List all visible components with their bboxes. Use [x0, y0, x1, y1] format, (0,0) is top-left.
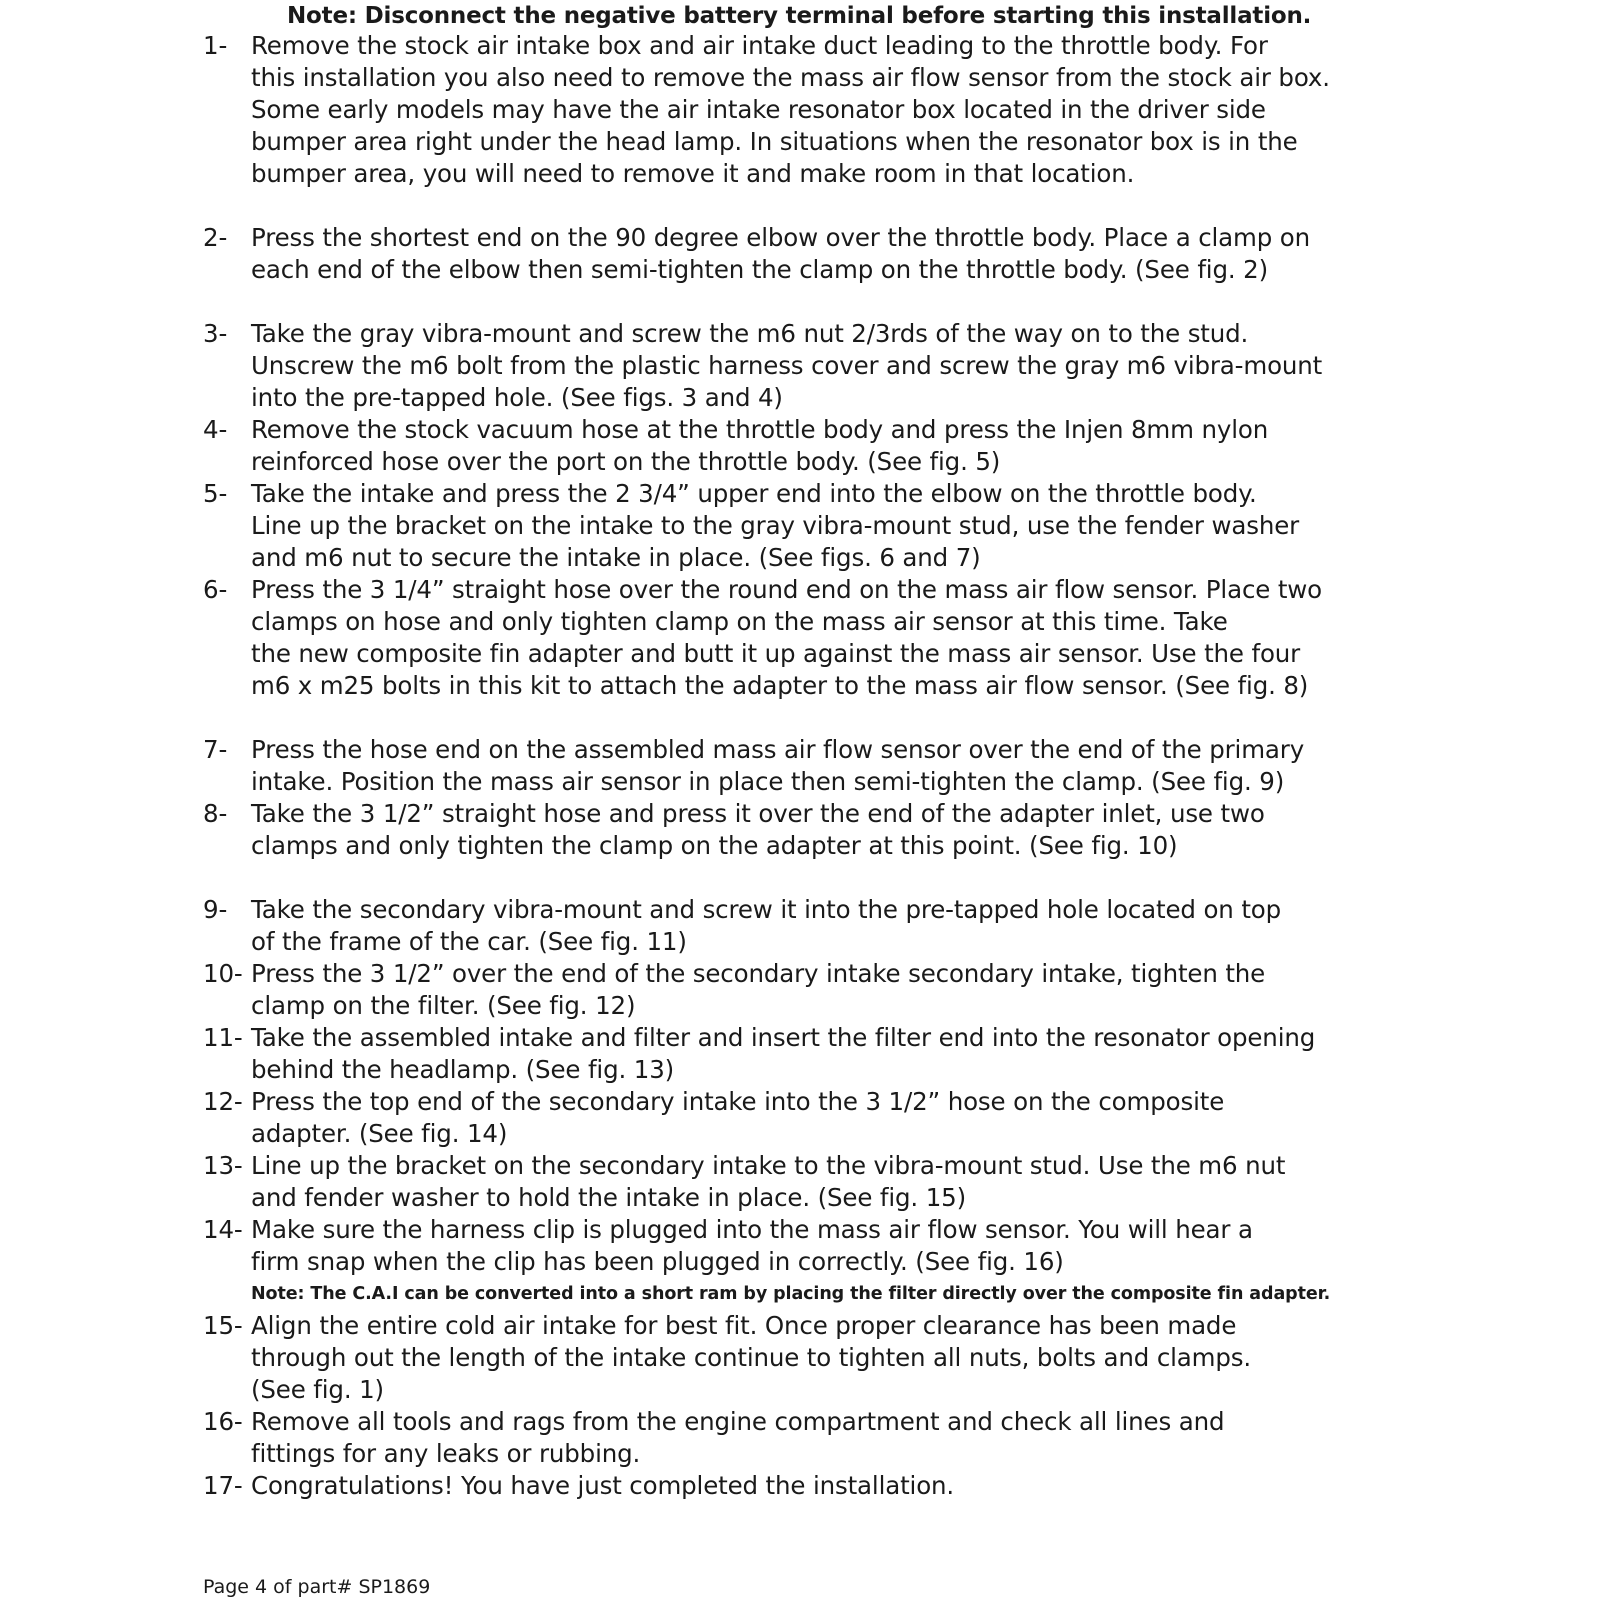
step-line: m6 x m25 bolts in this kit to attach the adapter to the mass air flow sensor. (See fig. 8) [251, 671, 1309, 700]
step-line: Take the intake and press the 2 3/4” upper end into the elbow on the throttle body. [251, 479, 1257, 508]
step-line: firm snap when the clip has been plugged in correctly. (See fig. 16) [251, 1247, 1064, 1276]
step-text [251, 1022, 1423, 1086]
step-number: 4- [203, 415, 228, 444]
step-line: this installation you also need to remove the mass air flow sensor from the stock air box. [251, 63, 1330, 92]
step-2 [203, 222, 1423, 286]
step-line: Make sure the harness clip is plugged into the mass air flow sensor. You will hear a [251, 1215, 1253, 1244]
step-line: Some early models may have the air intake resonator box located in the driver side [251, 95, 1266, 124]
step-line: Remove all tools and rags from the engine compartment and check all lines and [251, 1407, 1225, 1436]
step-number: 17- [203, 1471, 243, 1500]
step-line: Unscrew the m6 bolt from the plastic harness cover and screw the gray m6 vibra-mount [251, 351, 1323, 380]
step-number: 10- [203, 959, 243, 988]
step-line: clamp on the filter. (See fig. 12) [251, 991, 636, 1020]
step-15 [203, 1310, 1423, 1406]
step-line: Press the 3 1/4” straight hose over the round end on the mass air flow sensor. Place two [251, 575, 1323, 604]
installation-steps [203, 30, 1423, 1502]
step-line: clamps on hose and only tighten clamp on the mass air sensor at this time. Take [251, 607, 1228, 636]
step-14 [203, 1214, 1423, 1278]
step-line: Align the entire cold air intake for best fit. Once proper clearance has been made [251, 1311, 1237, 1340]
step-number: 15- [203, 1311, 243, 1340]
step-text [251, 734, 1423, 798]
step-line: behind the headlamp. (See fig. 13) [251, 1055, 675, 1084]
spacer [203, 190, 1423, 222]
step-12 [203, 1086, 1423, 1150]
step-line: Line up the bracket on the secondary intake to the vibra-mount stud. Use the m6 nut [251, 1151, 1286, 1180]
step-line: clamps and only tighten the clamp on the adapter at this point. (See fig. 10) [251, 831, 1178, 860]
step-text [251, 574, 1423, 702]
step-3 [203, 318, 1423, 414]
step-line: of the frame of the car. (See fig. 11) [251, 927, 687, 956]
step-line: intake. Position the mass air sensor in place then semi-tighten the clamp. (See fig. 9) [251, 767, 1285, 796]
step-number: 6- [203, 575, 228, 604]
step-text [251, 414, 1423, 478]
step-9 [203, 894, 1423, 958]
step-number: 3- [203, 319, 228, 348]
step-line: Press the hose end on the assembled mass air flow sensor over the end of the primary [251, 735, 1305, 764]
step-text [251, 1406, 1423, 1470]
step-line: through out the length of the intake continue to tighten all nuts, bolts and clamps. [251, 1343, 1252, 1372]
step-line: Press the 3 1/2” over the end of the secondary intake secondary intake, tighten the [251, 959, 1266, 988]
step-text [251, 1470, 1423, 1502]
step-number: 16- [203, 1407, 243, 1436]
step-10 [203, 958, 1423, 1022]
step-1 [203, 30, 1423, 190]
step-6 [203, 574, 1423, 702]
step-line: Take the secondary vibra-mount and screw it into the pre-tapped hole located on top [251, 895, 1282, 924]
step-text [251, 30, 1423, 190]
step-text [251, 1310, 1423, 1406]
step-text [251, 318, 1423, 414]
step-11 [203, 1022, 1423, 1086]
step-number: 2- [203, 223, 228, 252]
step-7 [203, 734, 1423, 798]
step-17 [203, 1470, 1423, 1502]
step-text [251, 958, 1423, 1022]
step-number: 13- [203, 1151, 243, 1180]
step-line: Press the top end of the secondary intake into the 3 1/2” hose on the composite [251, 1087, 1225, 1116]
step-line: bumper area right under the head lamp. In situations when the resonator box is in the [251, 127, 1298, 156]
step-line: Press the shortest end on the 90 degree elbow over the throttle body. Place a clamp on [251, 223, 1311, 252]
step-5 [203, 478, 1423, 574]
step-text [251, 798, 1423, 862]
step-8 [203, 798, 1423, 862]
spacer [203, 702, 1423, 734]
step-line: Remove the stock air intake box and air intake duct leading to the throttle body. For [251, 31, 1268, 60]
battery-warning-note: Note: Disconnect the negative battery terminal before starting this installation. [287, 3, 1312, 29]
step-number: 11- [203, 1023, 243, 1052]
step-line: reinforced hose over the port on the throttle body. (See fig. 5) [251, 447, 1001, 476]
step-13 [203, 1150, 1423, 1214]
step-line: Take the assembled intake and filter and insert the filter end into the resonator opening [251, 1023, 1316, 1052]
step-line: bumper area, you will need to remove it and make room in that location. [251, 159, 1135, 188]
step-line: each end of the elbow then semi-tighten the clamp on the throttle body. (See fig. 2) [251, 255, 1268, 284]
step-text [251, 1214, 1423, 1278]
step-line: fittings for any leaks or rubbing. [251, 1439, 641, 1468]
step-text [251, 1150, 1423, 1214]
step-4 [203, 414, 1423, 478]
step-text [251, 478, 1423, 574]
step-line: the new composite fin adapter and butt it up against the mass air sensor. Use the four [251, 639, 1301, 668]
step-line: Take the gray vibra-mount and screw the m6 nut 2/3rds of the way on to the stud. [251, 319, 1249, 348]
step-line: Line up the bracket on the intake to the gray vibra-mount stud, use the fender washer [251, 511, 1300, 540]
step-line: Remove the stock vacuum hose at the throttle body and press the Injen 8mm nylon [251, 415, 1269, 444]
step-line: (See fig. 1) [251, 1375, 384, 1404]
step-number: 8- [203, 799, 228, 828]
short-ram-note: Note: The C.A.I can be converted into a short ram by placing the filter directly over the composite fin adapter. [251, 1284, 1331, 1304]
step-line: into the pre-tapped hole. (See figs. 3 and 4) [251, 383, 783, 412]
step-line: Congratulations! You have just completed the installation. [251, 1471, 955, 1500]
step-16 [203, 1406, 1423, 1470]
step-number: 7- [203, 735, 228, 764]
step-number: 12- [203, 1087, 243, 1116]
step-number: 5- [203, 479, 228, 508]
spacer [203, 286, 1423, 318]
page-footer: Page 4 of part# SP1869 [203, 1576, 431, 1598]
step-line: adapter. (See fig. 14) [251, 1119, 508, 1148]
step-text [251, 222, 1423, 286]
spacer [203, 862, 1423, 894]
step-text [251, 894, 1423, 958]
step-line: and fender washer to hold the intake in place. (See fig. 15) [251, 1183, 966, 1212]
step-line: Take the 3 1/2” straight hose and press it over the end of the adapter inlet, use two [251, 799, 1265, 828]
step-line: and m6 nut to secure the intake in place. (See figs. 6 and 7) [251, 543, 981, 572]
step-number: 1- [203, 31, 228, 60]
step-text [251, 1086, 1423, 1150]
step-number: 9- [203, 895, 228, 924]
step-number: 14- [203, 1215, 243, 1244]
